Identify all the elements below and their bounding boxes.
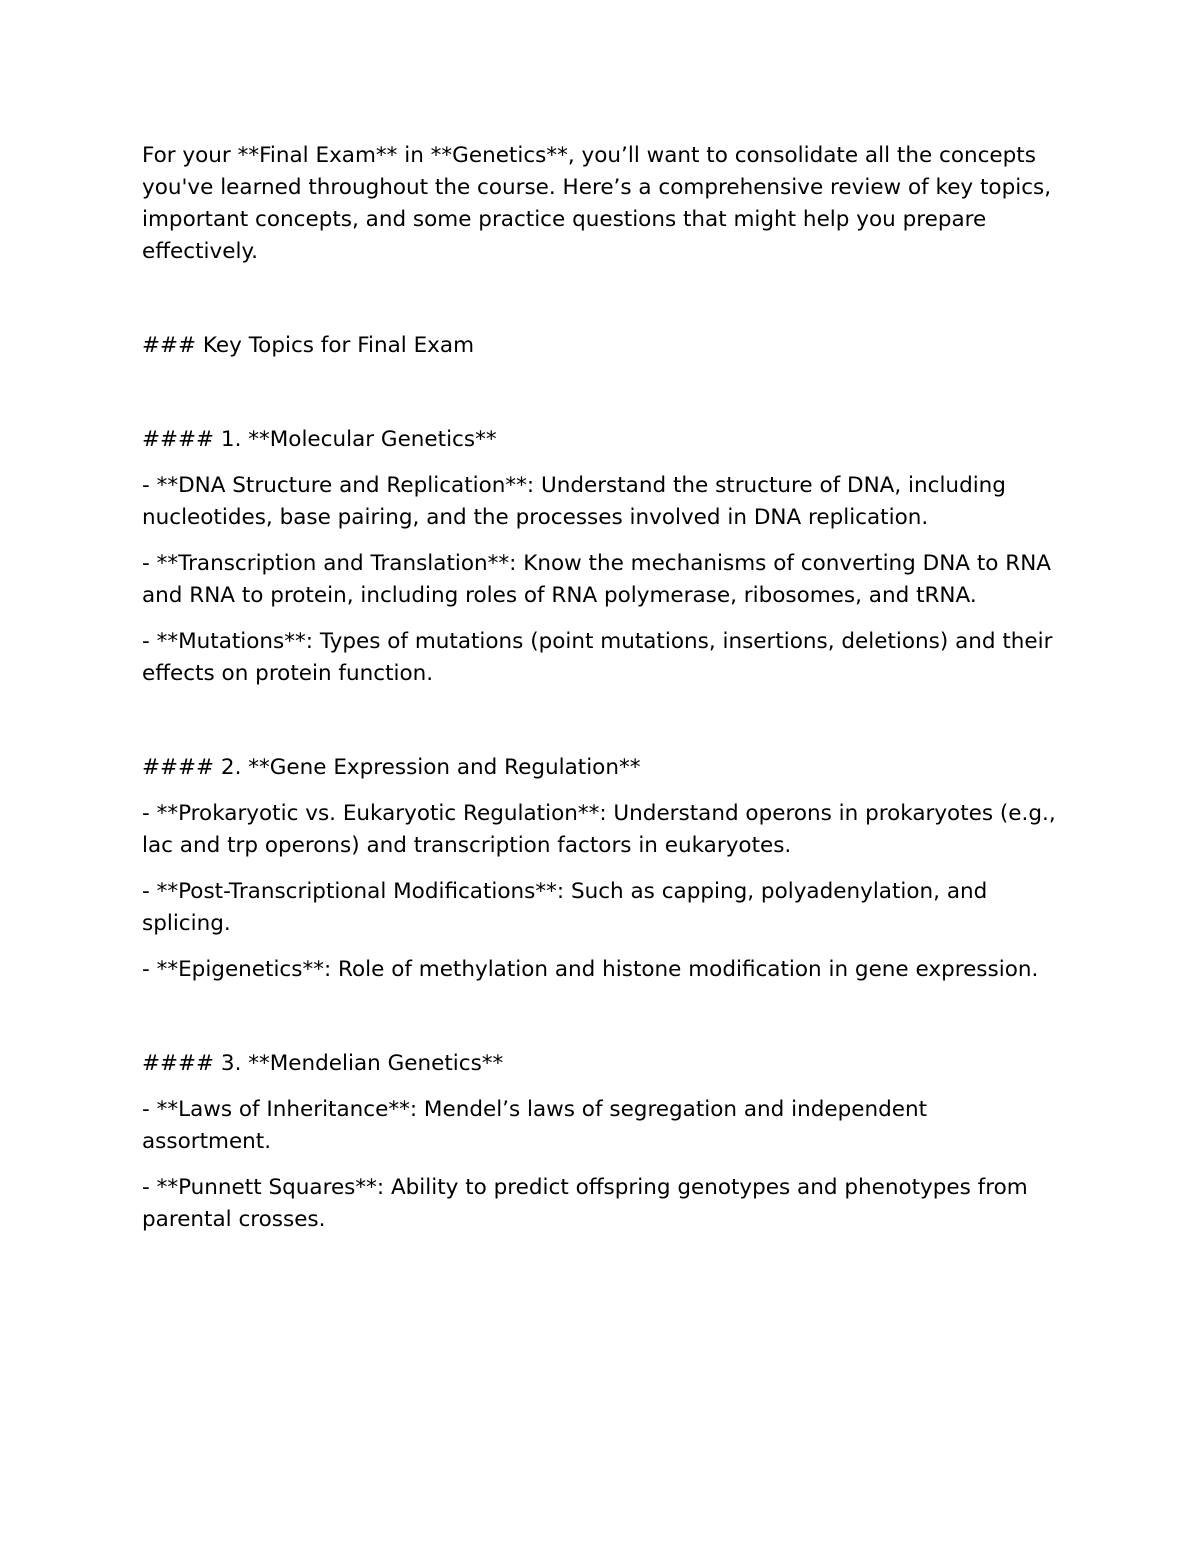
list-item: - **Epigenetics**: Role of methylation and histone modification in gene expression. bbox=[142, 957, 1039, 982]
list-item: - **DNA Structure and Replication**: Understand the structure of DNA, including nucleotides, base pairing, and the processes involved in DNA replication. bbox=[142, 473, 1013, 530]
list-item: - **Prokaryotic vs. Eukaryotic Regulation**: Understand operons in prokaryotes (e.g., lac and trp operons) and transcription factors in eukaryotes. bbox=[142, 801, 1063, 858]
list-item: - **Post-Transcriptional Modifications**: Such as capping, polyadenylation, and splicing. bbox=[142, 879, 995, 936]
list-item: - **Punnett Squares**: Ability to predict offspring genotypes and phenotypes from parental crosses. bbox=[142, 1175, 1035, 1232]
intro-paragraph: For your **Final Exam** in **Genetics**, you’ll want to consolidate all the concepts you've learned throughout the course. Here’s a comprehensive review of key topics, important concepts, and some practice questions that might help you prepare effectively. bbox=[142, 143, 1058, 264]
section-heading-mendelian-genetics: #### 3. **Mendelian Genetics** bbox=[142, 1051, 504, 1076]
list-item: - **Transcription and Translation**: Know the mechanisms of converting DNA to RNA and RNA to protein, including roles of RNA polymerase, ribosomes, and tRNA. bbox=[142, 551, 1058, 608]
section-heading-gene-expression: #### 2. **Gene Expression and Regulation** bbox=[142, 755, 641, 780]
key-topics-heading: ### Key Topics for Final Exam bbox=[142, 333, 475, 358]
section-heading-molecular-genetics: #### 1. **Molecular Genetics** bbox=[142, 427, 497, 452]
document-body bbox=[142, 140, 1063, 1250]
list-item: - **Laws of Inheritance**: Mendel’s laws of segregation and independent assortment. bbox=[142, 1097, 934, 1154]
list-item: - **Mutations**: Types of mutations (point mutations, insertions, deletions) and their effects on protein function. bbox=[142, 629, 1060, 686]
